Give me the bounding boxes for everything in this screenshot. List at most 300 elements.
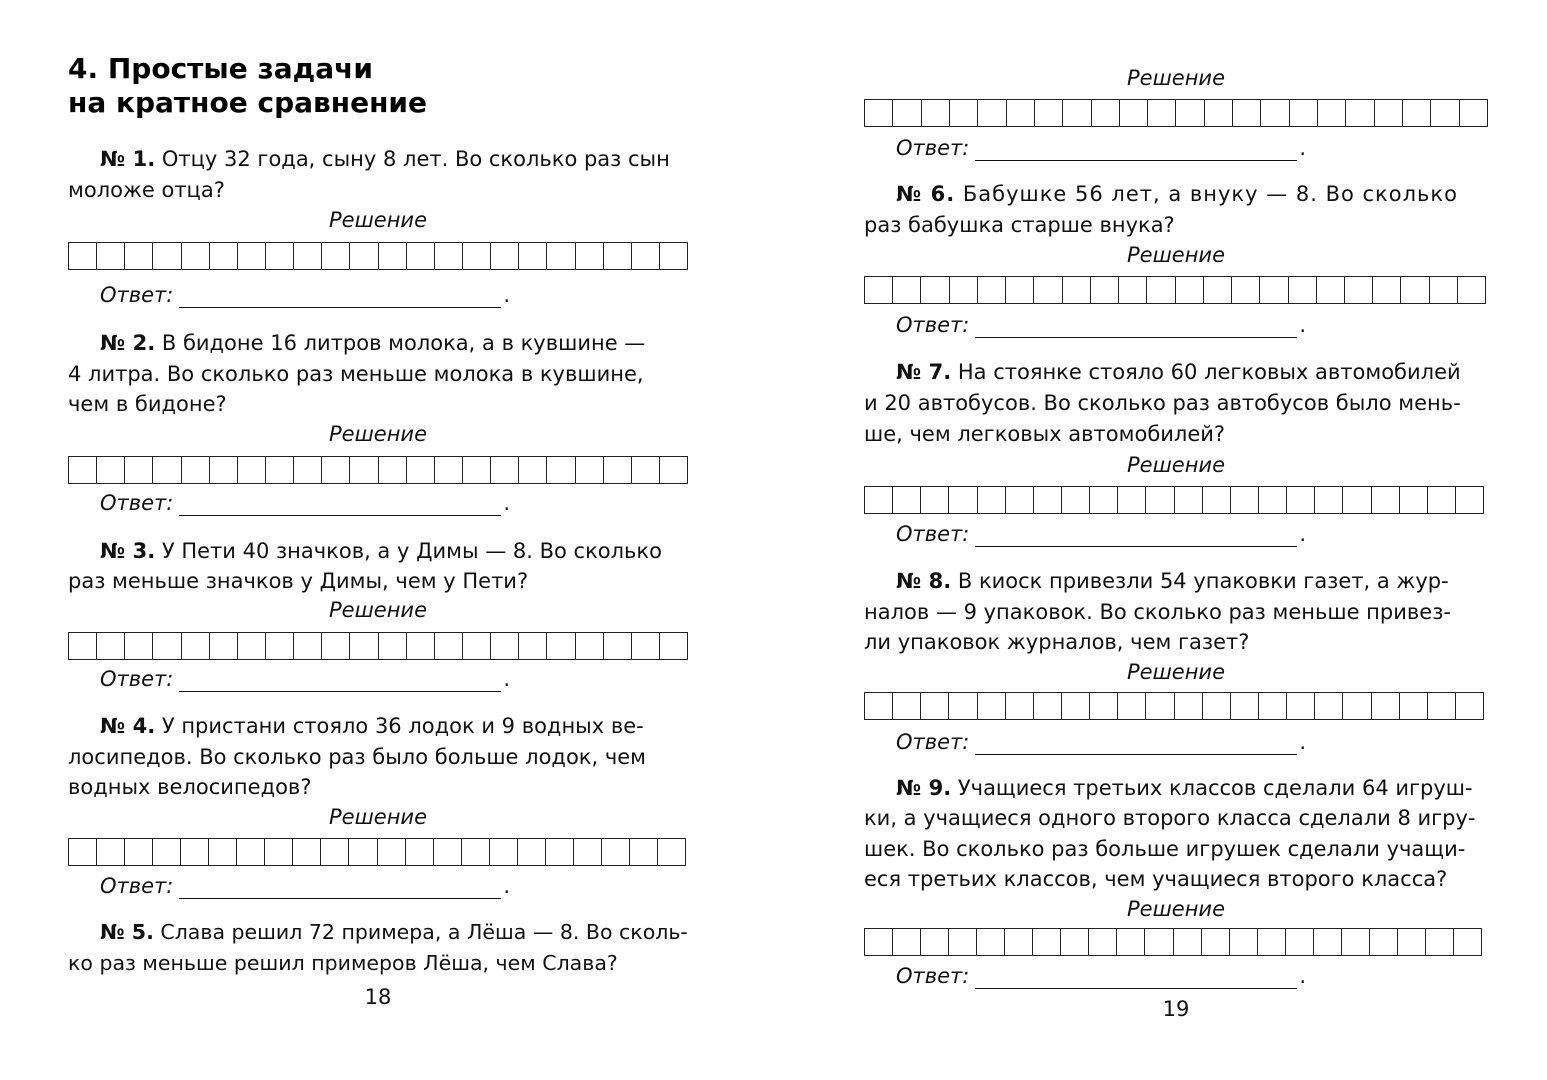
solution-label-5: Решение <box>1126 66 1226 90</box>
solution-label-7: Решение <box>1126 453 1226 477</box>
grid-cell[interactable] <box>1370 929 1398 955</box>
grid-cell[interactable] <box>1231 693 1259 719</box>
grid-cell[interactable] <box>1343 693 1371 719</box>
problem-3-line-1 <box>100 536 662 566</box>
answer-row-4 <box>100 873 510 899</box>
answer-end-4: . <box>503 874 511 898</box>
grid-cell[interactable] <box>660 633 688 659</box>
grid-cell[interactable] <box>921 929 949 955</box>
grid-cell[interactable] <box>1456 693 1484 719</box>
grid-cell[interactable] <box>1034 277 1062 303</box>
grid-cell[interactable] <box>1176 277 1204 303</box>
grid-cell[interactable] <box>893 929 921 955</box>
page-number-left: 18 <box>364 985 392 1009</box>
grid-cell[interactable] <box>630 839 658 865</box>
grid-cell[interactable] <box>604 633 632 659</box>
grid-cell[interactable] <box>97 243 125 269</box>
answer-label-6: Ответ: <box>896 313 970 337</box>
grid-cell[interactable] <box>1034 693 1062 719</box>
grid-cell[interactable] <box>350 633 378 659</box>
problem-5-line-2: ко раз меньше решил примеров Лёша, чем Слава? <box>68 951 618 975</box>
problem-3-text-1: У Пети 40 значков, а у Димы — 8. Во сколько <box>161 539 662 563</box>
grid-cell[interactable] <box>294 457 322 483</box>
grid-cell[interactable] <box>463 633 491 659</box>
answer-end-9: . <box>1299 964 1307 988</box>
grid-cell[interactable] <box>949 487 977 513</box>
answer-row-7 <box>896 521 1306 547</box>
grid-cell[interactable] <box>1147 277 1175 303</box>
answer-end-8: . <box>1299 730 1307 754</box>
problem-6-line-1 <box>896 179 1458 209</box>
problem-9-line-1 <box>896 773 1473 803</box>
grid-cell[interactable] <box>407 243 435 269</box>
problem-8-line-2: налов — 9 упаковок. Во сколько раз меньше привез- <box>864 600 1451 624</box>
grid-cell[interactable] <box>1259 487 1287 513</box>
problem-6-text-1: Бабушке 56 лет, а внуку — 8. Во сколько <box>962 182 1458 206</box>
answer-label-1: Ответ: <box>100 283 174 307</box>
grid-cell[interactable] <box>978 100 1006 126</box>
grid-cell[interactable] <box>1231 487 1259 513</box>
answer-line-9[interactable] <box>975 966 1297 989</box>
grid-cell[interactable] <box>1398 929 1426 955</box>
solution-grid-8[interactable] <box>864 692 1484 720</box>
problem-2-line-3: чем в бидоне? <box>68 392 227 416</box>
grid-cell[interactable] <box>1006 277 1034 303</box>
problem-4-text-1: У пристани стояло 36 лодок и 9 водных ве- <box>161 714 644 738</box>
grid-cell[interactable] <box>209 839 237 865</box>
grid-cell[interactable] <box>1258 929 1286 955</box>
problem-4-line-1 <box>100 711 644 741</box>
grid-cell[interactable] <box>182 243 210 269</box>
grid-cell[interactable] <box>1063 100 1091 126</box>
grid-cell[interactable] <box>865 100 893 126</box>
grid-cell[interactable] <box>1343 487 1371 513</box>
answer-row-2 <box>100 490 510 516</box>
grid-cell[interactable] <box>153 839 181 865</box>
grid-cell[interactable] <box>893 100 921 126</box>
grid-cell[interactable] <box>1006 693 1034 719</box>
problem-9-text-1: Учащиеся третьих классов сделали 64 игруш- <box>957 776 1473 800</box>
grid-cell[interactable] <box>921 487 949 513</box>
grid-cell[interactable] <box>265 839 293 865</box>
grid-cell[interactable] <box>1034 487 1062 513</box>
grid-cell[interactable] <box>632 457 660 483</box>
left-page <box>68 0 688 1080</box>
grid-cell[interactable] <box>1260 277 1288 303</box>
solution-grid-7[interactable] <box>864 486 1484 514</box>
solution-grid-3[interactable] <box>68 632 688 660</box>
grid-cell[interactable] <box>1148 100 1176 126</box>
problem-9-line-3: шек. Во сколько раз больше игрушек сделали учащи- <box>864 837 1466 861</box>
grid-cell[interactable] <box>518 839 546 865</box>
grid-cell[interactable] <box>491 243 519 269</box>
grid-cell[interactable] <box>660 457 688 483</box>
grid-cell[interactable] <box>97 839 125 865</box>
answer-end-6: . <box>1299 313 1307 337</box>
grid-cell[interactable] <box>238 243 266 269</box>
grid-cell[interactable] <box>1117 929 1145 955</box>
grid-cell[interactable] <box>293 839 321 865</box>
answer-line-7[interactable] <box>975 524 1297 547</box>
problem-1-text-1: Отцу 32 года, сыну 8 лет. Во сколько раз сын <box>161 147 670 171</box>
problem-2-text-1: В бидоне 16 литров молока, а в кувшине — <box>161 331 646 355</box>
solution-label-3: Решение <box>328 598 428 622</box>
grid-cell[interactable] <box>658 839 686 865</box>
grid-cell[interactable] <box>210 633 238 659</box>
grid-cell[interactable] <box>865 929 893 955</box>
problem-8-line-3: ли упаковок журналов, чем газет? <box>864 630 1250 654</box>
grid-cell[interactable] <box>1033 929 1061 955</box>
answer-row-5 <box>896 135 1306 161</box>
answer-label-4: Ответ: <box>100 874 174 898</box>
grid-cell[interactable] <box>125 457 153 483</box>
answer-label-2: Ответ: <box>100 491 174 515</box>
grid-cell[interactable] <box>1146 693 1174 719</box>
grid-cell[interactable] <box>182 457 210 483</box>
grid-cell[interactable] <box>1372 487 1400 513</box>
chapter-title-line-1: 4. Простые задачи <box>68 52 373 85</box>
grid-cell[interactable] <box>1146 487 1174 513</box>
grid-cell[interactable] <box>950 100 978 126</box>
grid-cell[interactable] <box>1202 929 1230 955</box>
grid-cell[interactable] <box>153 243 181 269</box>
grid-cell[interactable] <box>378 839 406 865</box>
solution-grid-5[interactable] <box>864 99 1488 127</box>
answer-line-2[interactable] <box>179 493 501 516</box>
grid-cell[interactable] <box>435 243 463 269</box>
problem-8-text-1: В киоск привезли 54 упаковки газет, а жур- <box>957 569 1449 593</box>
grid-cell[interactable] <box>322 633 350 659</box>
answer-end-5: . <box>1299 136 1307 160</box>
grid-cell[interactable] <box>1118 693 1146 719</box>
grid-cell[interactable] <box>379 243 407 269</box>
grid-cell[interactable] <box>1261 100 1289 126</box>
grid-cell[interactable] <box>379 633 407 659</box>
problem-2-number: № 2. <box>100 331 156 355</box>
grid-cell[interactable] <box>949 929 977 955</box>
answer-label-9: Ответ: <box>896 964 970 988</box>
grid-cell[interactable] <box>1091 277 1119 303</box>
grid-cell[interactable] <box>97 457 125 483</box>
grid-cell[interactable] <box>1203 693 1231 719</box>
grid-cell[interactable] <box>1428 693 1456 719</box>
problem-7-line-2: и 20 автобусов. Во сколько раз автобусов было мень- <box>864 391 1461 415</box>
grid-cell[interactable] <box>1315 487 1343 513</box>
grid-cell[interactable] <box>1090 487 1118 513</box>
grid-cell[interactable] <box>1342 929 1370 955</box>
problem-7-text-1: На стоянке стояло 60 легковых автомобилей <box>957 360 1461 384</box>
grid-cell[interactable] <box>1232 277 1260 303</box>
grid-cell[interactable] <box>238 457 266 483</box>
problem-3-number: № 3. <box>100 539 156 563</box>
grid-cell[interactable] <box>1290 100 1318 126</box>
grid-cell[interactable] <box>1372 693 1400 719</box>
grid-cell[interactable] <box>349 839 377 865</box>
grid-cell[interactable] <box>576 243 604 269</box>
grid-cell[interactable] <box>1089 929 1117 955</box>
grid-cell[interactable] <box>407 457 435 483</box>
problem-9-line-4: еся третьих классов, чем учащиеся второго класса? <box>864 867 1448 891</box>
problem-6-line-2: раз бабушка старше внука? <box>864 213 1175 237</box>
grid-cell[interactable] <box>632 633 660 659</box>
chapter-title <box>68 52 427 120</box>
grid-cell[interactable] <box>893 487 921 513</box>
problem-9-line-2: ки, а учащиеся одного второго класса сделали 8 игру- <box>864 806 1476 830</box>
grid-cell[interactable] <box>321 839 349 865</box>
grid-cell[interactable] <box>1458 277 1486 303</box>
answer-row-6 <box>896 312 1306 338</box>
answer-label-3: Ответ: <box>100 667 174 691</box>
grid-cell[interactable] <box>1063 277 1091 303</box>
grid-cell[interactable] <box>1289 277 1317 303</box>
grid-cell[interactable] <box>1401 277 1429 303</box>
problem-1-line-2: моложе отца? <box>68 178 225 202</box>
grid-cell[interactable] <box>1175 693 1203 719</box>
answer-line-6[interactable] <box>975 315 1297 338</box>
grid-cell[interactable] <box>182 633 210 659</box>
grid-cell[interactable] <box>463 243 491 269</box>
answer-row-3 <box>100 666 510 692</box>
problem-5-number: № 5. <box>100 920 154 944</box>
grid-cell[interactable] <box>1454 929 1482 955</box>
grid-cell[interactable] <box>1203 487 1231 513</box>
grid-cell[interactable] <box>949 693 977 719</box>
grid-cell[interactable] <box>576 633 604 659</box>
grid-cell[interactable] <box>1062 487 1090 513</box>
grid-cell[interactable] <box>69 457 97 483</box>
problem-7-line-1 <box>896 357 1461 387</box>
problem-1-line-1 <box>100 144 670 174</box>
grid-cell[interactable] <box>491 633 519 659</box>
grid-cell[interactable] <box>978 277 1006 303</box>
grid-cell[interactable] <box>1062 693 1090 719</box>
grid-cell[interactable] <box>153 633 181 659</box>
grid-cell[interactable] <box>379 457 407 483</box>
answer-label-5: Ответ: <box>896 136 970 160</box>
grid-cell[interactable] <box>1286 929 1314 955</box>
grid-cell[interactable] <box>1204 277 1232 303</box>
grid-cell[interactable] <box>1318 100 1346 126</box>
problem-2-line-1 <box>100 328 645 358</box>
grid-cell[interactable] <box>1431 100 1459 126</box>
grid-cell[interactable] <box>921 693 949 719</box>
grid-cell[interactable] <box>576 457 604 483</box>
grid-cell[interactable] <box>865 693 893 719</box>
grid-cell[interactable] <box>463 457 491 483</box>
problem-4-number: № 4. <box>100 714 156 738</box>
answer-line-3[interactable] <box>179 669 501 692</box>
grid-cell[interactable] <box>435 633 463 659</box>
grid-cell[interactable] <box>294 243 322 269</box>
grid-cell[interactable] <box>462 839 490 865</box>
grid-cell[interactable] <box>407 633 435 659</box>
problem-7-line-3: ше, чем легковых автомобилей? <box>864 422 1226 446</box>
grid-cell[interactable] <box>1174 929 1202 955</box>
answer-label-8: Ответ: <box>896 730 970 754</box>
problem-8-number: № 8. <box>896 569 952 593</box>
grid-cell[interactable] <box>574 839 602 865</box>
grid-cell[interactable] <box>1460 100 1488 126</box>
grid-cell[interactable] <box>1287 693 1315 719</box>
grid-cell[interactable] <box>660 243 688 269</box>
answer-line-1[interactable] <box>179 285 501 308</box>
grid-cell[interactable] <box>125 633 153 659</box>
grid-cell[interactable] <box>519 633 547 659</box>
right-page <box>864 0 1488 1080</box>
grid-cell[interactable] <box>604 243 632 269</box>
grid-cell[interactable] <box>1205 100 1233 126</box>
solution-label-1: Решение <box>328 208 428 232</box>
page-number-right: 19 <box>1162 997 1190 1021</box>
grid-cell[interactable] <box>922 100 950 126</box>
grid-cell[interactable] <box>1007 100 1035 126</box>
grid-cell[interactable] <box>153 457 181 483</box>
grid-cell[interactable] <box>1375 100 1403 126</box>
problem-8-line-1 <box>896 566 1449 596</box>
grid-cell[interactable] <box>1230 929 1258 955</box>
grid-cell[interactable] <box>1092 100 1120 126</box>
grid-cell[interactable] <box>1315 693 1343 719</box>
grid-cell[interactable] <box>1006 487 1034 513</box>
solution-label-2: Решение <box>328 422 428 446</box>
grid-cell[interactable] <box>69 633 97 659</box>
answer-line-4[interactable] <box>179 876 501 899</box>
grid-cell[interactable] <box>1005 929 1033 955</box>
grid-cell[interactable] <box>1233 100 1261 126</box>
problem-4-line-2: лосипедов. Во сколько раз было больше лодок, чем <box>68 745 646 769</box>
grid-cell[interactable] <box>1403 100 1431 126</box>
grid-cell[interactable] <box>350 457 378 483</box>
grid-cell[interactable] <box>893 277 921 303</box>
grid-cell[interactable] <box>210 243 238 269</box>
grid-cell[interactable] <box>1061 929 1089 955</box>
grid-cell[interactable] <box>1456 487 1484 513</box>
solution-grid-4[interactable] <box>68 838 686 866</box>
problem-9-number: № 9. <box>896 776 952 800</box>
grid-cell[interactable] <box>547 457 575 483</box>
problem-7-number: № 7. <box>896 360 952 384</box>
grid-cell[interactable] <box>978 693 1006 719</box>
problem-6-number: № 6. <box>896 182 956 206</box>
grid-cell[interactable] <box>519 457 547 483</box>
problem-2-line-2: 4 литра. Во сколько раз меньше молока в кувшине, <box>68 362 644 386</box>
grid-cell[interactable] <box>69 243 97 269</box>
grid-cell[interactable] <box>1346 100 1374 126</box>
grid-cell[interactable] <box>519 243 547 269</box>
answer-label-7: Ответ: <box>896 522 970 546</box>
grid-cell[interactable] <box>865 487 893 513</box>
grid-cell[interactable] <box>950 277 978 303</box>
grid-cell[interactable] <box>1119 277 1147 303</box>
grid-cell[interactable] <box>1176 100 1204 126</box>
grid-cell[interactable] <box>266 633 294 659</box>
answer-end-1: . <box>503 283 511 307</box>
grid-cell[interactable] <box>125 839 153 865</box>
grid-cell[interactable] <box>1145 929 1173 955</box>
grid-cell[interactable] <box>491 457 519 483</box>
answer-line-5[interactable] <box>975 138 1297 161</box>
solution-label-9: Решение <box>1126 897 1226 921</box>
grid-cell[interactable] <box>294 633 322 659</box>
answer-row-9 <box>896 963 1306 989</box>
grid-cell[interactable] <box>978 487 1006 513</box>
grid-cell[interactable] <box>604 457 632 483</box>
grid-cell[interactable] <box>1400 693 1428 719</box>
grid-cell[interactable] <box>1426 929 1454 955</box>
grid-cell[interactable] <box>1400 487 1428 513</box>
grid-cell[interactable] <box>1120 100 1148 126</box>
grid-cell[interactable] <box>1317 277 1345 303</box>
grid-cell[interactable] <box>632 243 660 269</box>
grid-cell[interactable] <box>602 839 630 865</box>
solution-grid-9[interactable] <box>864 928 1482 956</box>
grid-cell[interactable] <box>238 633 266 659</box>
grid-cell[interactable] <box>1090 693 1118 719</box>
answer-row-8 <box>896 729 1306 755</box>
grid-cell[interactable] <box>1035 100 1063 126</box>
grid-cell[interactable] <box>1175 487 1203 513</box>
solution-grid-1[interactable] <box>68 242 688 270</box>
grid-cell[interactable] <box>1373 277 1401 303</box>
grid-cell[interactable] <box>1345 277 1373 303</box>
answer-end-3: . <box>503 667 511 691</box>
solution-grid-2[interactable] <box>68 456 688 484</box>
grid-cell[interactable] <box>322 243 350 269</box>
grid-cell[interactable] <box>490 839 518 865</box>
grid-cell[interactable] <box>547 633 575 659</box>
problem-3-line-2: раз меньше значков у Димы, чем у Пети? <box>68 569 529 593</box>
grid-cell[interactable] <box>406 839 434 865</box>
grid-cell[interactable] <box>977 929 1005 955</box>
answer-end-2: . <box>503 491 511 515</box>
grid-cell[interactable] <box>865 277 893 303</box>
grid-cell[interactable] <box>322 457 350 483</box>
solution-grid-6[interactable] <box>864 276 1486 304</box>
grid-cell[interactable] <box>547 243 575 269</box>
grid-cell[interactable] <box>237 839 265 865</box>
grid-cell[interactable] <box>266 457 294 483</box>
solution-label-8: Решение <box>1126 660 1226 684</box>
solution-label-4: Решение <box>328 805 428 829</box>
grid-cell[interactable] <box>893 693 921 719</box>
grid-cell[interactable] <box>181 839 209 865</box>
grid-cell[interactable] <box>69 839 97 865</box>
grid-cell[interactable] <box>97 633 125 659</box>
grid-cell[interactable] <box>1118 487 1146 513</box>
answer-line-8[interactable] <box>975 732 1297 755</box>
solution-label-6: Решение <box>1126 243 1226 267</box>
grid-cell[interactable] <box>546 839 574 865</box>
problem-5-line-1 <box>100 917 688 947</box>
grid-cell[interactable] <box>1287 487 1315 513</box>
grid-cell[interactable] <box>1314 929 1342 955</box>
grid-cell[interactable] <box>266 243 294 269</box>
chapter-title-line-2: на кратное сравнение <box>68 86 428 119</box>
grid-cell[interactable] <box>1259 693 1287 719</box>
grid-cell[interactable] <box>1428 487 1456 513</box>
problem-4-line-3: водных велосипедов? <box>68 775 312 799</box>
answer-row-1 <box>100 282 510 308</box>
grid-cell[interactable] <box>921 277 949 303</box>
grid-cell[interactable] <box>434 839 462 865</box>
grid-cell[interactable] <box>1430 277 1458 303</box>
grid-cell[interactable] <box>350 243 378 269</box>
problem-5-text-1: Слава решил 72 примера, а Лёша — 8. Во сколь- <box>160 920 688 944</box>
grid-cell[interactable] <box>125 243 153 269</box>
answer-end-7: . <box>1299 522 1307 546</box>
grid-cell[interactable] <box>435 457 463 483</box>
grid-cell[interactable] <box>210 457 238 483</box>
